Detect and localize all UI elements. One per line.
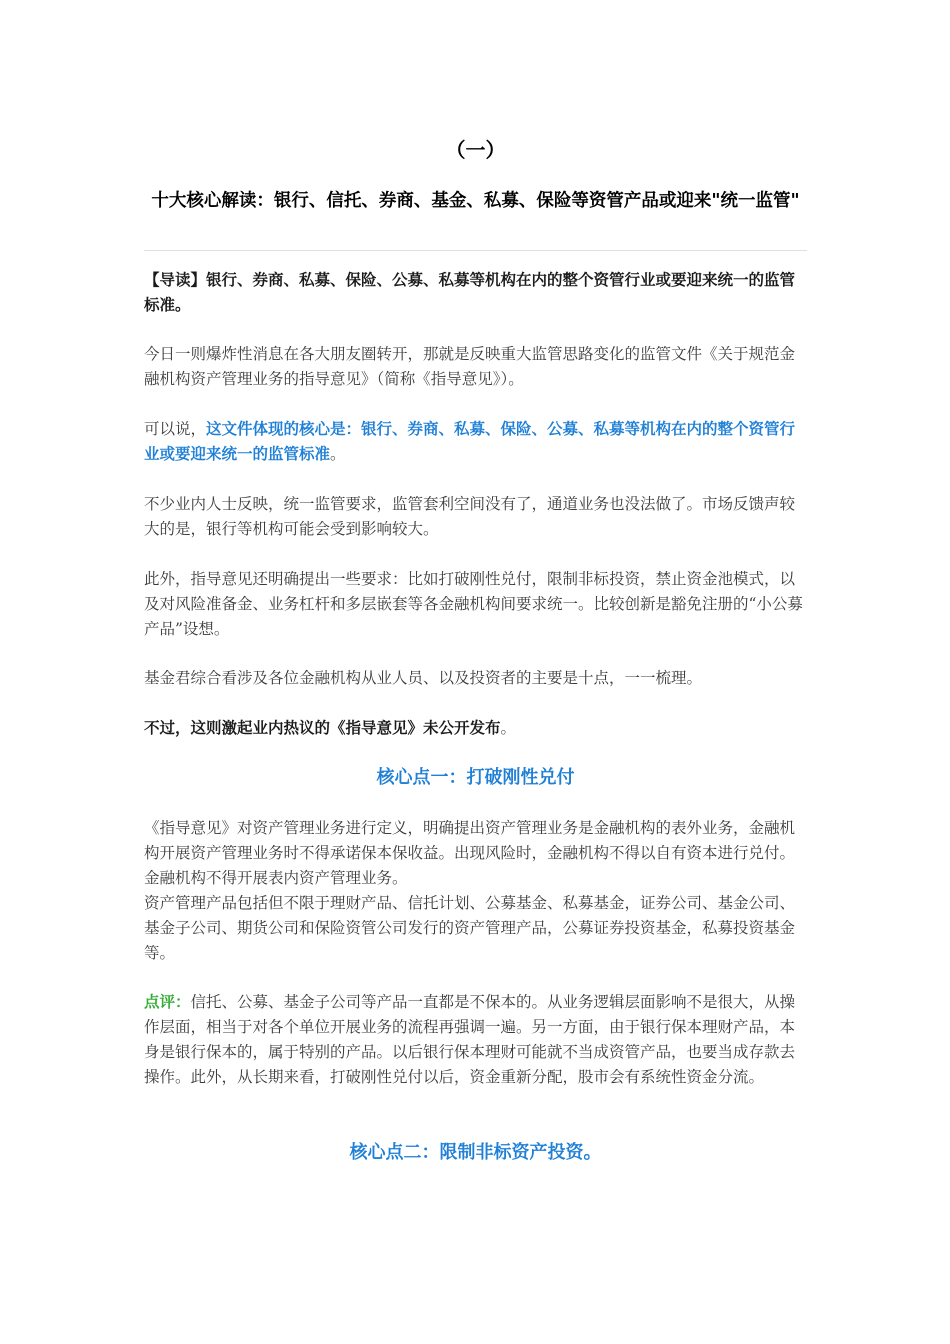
intro-paragraph: 【导读】银行、券商、私募、保险、公募、私募等机构在内的整个资管行业或要迎来统一的监管标准。 (144, 271, 796, 314)
article-title: 十大核心解读：银行、信托、券商、基金、私募、保险等资管产品或迎来"统一监管" (151, 191, 800, 211)
paragraph-9 (144, 990, 807, 1090)
paragraph-2-suffix: 。 (330, 445, 346, 463)
paragraph-2 (144, 417, 807, 467)
paragraph-8: 资产管理产品包括但不限于理财产品、信托计划、公募基金、私募基金，证券公司、基金公司、基金子公司、期货公司和保险资管公司发行的资产管理产品，公募证券投资基金，私募投资基金等。 (144, 894, 796, 962)
paragraph-2-highlight: 这文件体现的核心是：银行、券商、私募、保险、公募、私募等机构在内的整个资管行业或要迎来统一的监管标准 (144, 420, 796, 463)
core-point-2-heading: 核心点二：限制非标资产投资。 (349, 1142, 602, 1163)
paragraph-6-bold: 不过，这则激起业内热议的《指导意见》未公开发布 (144, 719, 501, 737)
comment-label: 点评： (144, 993, 191, 1011)
comment-text: 信托、公募、基金子公司等产品一直都是不保本的。从业务逻辑层面影响不是很大，从操作层面，相当于对各个单位开展业务的流程再强调一遍。另一方面，由于银行保本理财产品，本身是银行保本的，属于特别的产品。以后银行保本理财可能就不当成资管产品，也要当成存款去操作。此外，从长期来看，打破刚性兑付以后，资金重新分配，股市会有系统性资金分流。 (144, 993, 796, 1086)
paragraph-2-prefix: 可以说， (144, 420, 207, 438)
paragraph-4: 此外，指导意见还明确提出一些要求：比如打破刚性兑付，限制非标投资，禁止资金池模式，以及对风险准备金、业务杠杆和多层嵌套等各金融机构间要求统一。比较创新是豁免注册的“小公募产品”设想。 (144, 570, 803, 638)
paragraph-6-suffix: 。 (500, 719, 517, 737)
paragraph-6 (144, 716, 807, 741)
paragraph-1: 今日一则爆炸性消息在各大朋友圈转开，那就是反映重大监管思路变化的监管文件《关于规范金融机构资产管理业务的指导意见》（简称《指导意见》）。 (144, 345, 796, 388)
core-point-1-heading: 核心点一：打破刚性兑付 (376, 767, 575, 788)
title-divider (144, 250, 807, 251)
section-number: （一） (445, 138, 506, 162)
paragraph-3: 不少业内人士反映，统一监管要求，监管套利空间没有了，通道业务也没法做了。市场反馈声较大的是，银行等机构可能会受到影响较大。 (144, 495, 796, 538)
paragraph-5: 基金君综合看涉及各位金融机构从业人员、以及投资者的主要是十点，一一梳理。 (144, 669, 703, 687)
paragraph-7: 《指导意见》对资产管理业务进行定义，明确提出资产管理业务是金融机构的表外业务，金融机构开展资产管理业务时不得承诺保本保收益。出现风险时，金融机构不得以自有资本进行兑付。金融机构不得开展表内资产管理业务。 (144, 819, 796, 887)
